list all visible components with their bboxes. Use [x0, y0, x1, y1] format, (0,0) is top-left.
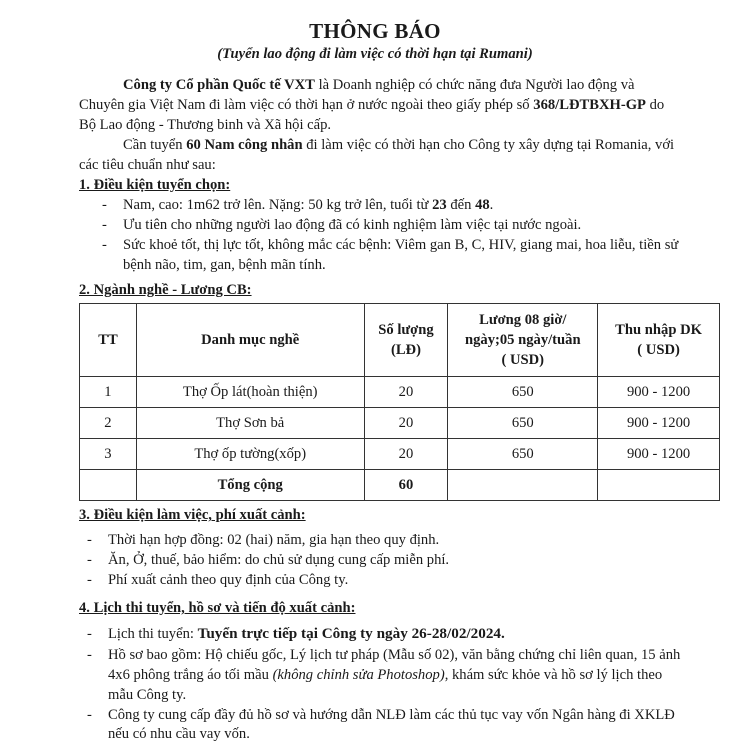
- bullet-dash: -: [87, 626, 92, 642]
- company-name: Công ty Cổ phần Quốc tế VXT: [123, 77, 315, 93]
- total-qty: 60: [364, 470, 448, 501]
- recruit-line-1: Cần tuyển 60 Nam công nhân đi làm việc có thời hạn cho Công ty xây dựng tại Romania, với: [123, 137, 675, 153]
- condition-item-1: Nam, cao: 1m62 trở lên. Nặng: 50 kg trở lên, tuổi từ 23 đến 48.: [123, 197, 494, 213]
- bullet-dash: -: [102, 197, 107, 213]
- dossier-line-2: 4x6 phông trắng áo tối mầu (không chỉnh sửa Photoshop), khám sức khỏe và hồ sơ lý lịch theo: [108, 667, 663, 683]
- document-subtitle: (Tuyển lao động đi làm việc có thời hạn tại Rumani): [217, 46, 533, 62]
- schedule-item-1: Lịch thi tuyển: Tuyển trực tiếp tại Công ty ngày 26-28/02/2024.: [108, 625, 505, 642]
- cell-job: Thợ Sơn bả: [136, 408, 364, 439]
- condition-item-2: Ưu tiên cho những người lao động đã có kinh nghiệm làm việc tại nước ngoài.: [123, 217, 582, 233]
- section-1-heading: 1. Điều kiện tuyển chọn:: [79, 177, 231, 193]
- work-condition-3: Phí xuất cảnh theo quy định của Công ty.: [108, 572, 349, 588]
- cell-tt: 3: [80, 439, 137, 470]
- cell-qty: 20: [364, 439, 448, 470]
- cell-empty: [598, 470, 720, 501]
- cell-income: 900 - 1200: [598, 377, 720, 408]
- table-row: [80, 377, 720, 408]
- table-row: [80, 439, 720, 470]
- total-label: Tổng cộng: [136, 470, 364, 501]
- bullet-dash: -: [87, 532, 92, 548]
- document-title: THÔNG BÁO: [309, 19, 441, 43]
- bullet-dash: -: [87, 572, 92, 588]
- loan-support-line-2: nếu có nhu cầu vay vốn.: [108, 726, 250, 742]
- loan-support-line-1: Công ty cung cấp đầy đủ hồ sơ và hướng dẫn NLĐ làm các thủ tục vay vốn Ngân hàng đi XKLĐ: [108, 707, 675, 723]
- license-number: 368/LĐTBXH-GP: [533, 97, 646, 113]
- bullet-dash: -: [87, 647, 92, 663]
- header-job: Danh mục nghề: [136, 304, 364, 377]
- cell-salary: 650: [448, 377, 598, 408]
- cell-qty: 20: [364, 377, 448, 408]
- cell-qty: 20: [364, 408, 448, 439]
- section-4-heading: 4. Lịch thi tuyển, hồ sơ và tiến độ xuất cảnh:: [79, 600, 356, 616]
- cell-income: 900 - 1200: [598, 408, 720, 439]
- work-condition-2: Ăn, Ở, thuế, bảo hiểm: do chủ sử dụng cung cấp miễn phí.: [108, 552, 450, 568]
- cell-salary: 650: [448, 439, 598, 470]
- dossier-line-3: mẫu Công ty.: [108, 687, 187, 703]
- header-tt: TT: [80, 304, 137, 377]
- jobs-table: [79, 303, 720, 501]
- bullet-dash: -: [87, 552, 92, 568]
- section-2-heading: 2. Ngành nghề - Lương CB:: [79, 282, 252, 298]
- cell-empty: [448, 470, 598, 501]
- header-income: Thu nhập DK ( USD): [598, 304, 720, 377]
- table-header-row: [80, 304, 720, 377]
- cell-job: Thợ ốp tường(xốp): [136, 439, 364, 470]
- header-qty: Số lượng (LĐ): [364, 304, 448, 377]
- cell-tt: 1: [80, 377, 137, 408]
- condition-item-3-line-2: bệnh não, tim, gan, bệnh mãn tính.: [123, 257, 326, 273]
- dossier-line-1: Hồ sơ bao gồm: Hộ chiếu gốc, Lý lịch tư pháp (Mẫu số 02), văn bằng chứng chỉ liên quan, 15 ảnh: [108, 647, 681, 663]
- schedule-date: Tuyển trực tiếp tại Công ty ngày 26-28/02/2024.: [197, 625, 505, 642]
- table-total-row: [80, 470, 720, 501]
- intro-line-1: Công ty Cổ phần Quốc tế VXT là Doanh nghiệp có chức năng đưa Người lao động và: [123, 77, 635, 93]
- recruit-line-2: các tiêu chuẩn như sau:: [79, 157, 216, 173]
- header-salary: Lương 08 giờ/ ngày;05 ngày/tuần ( USD): [448, 304, 598, 377]
- bullet-dash: -: [102, 237, 107, 253]
- cell-tt: 2: [80, 408, 137, 439]
- work-condition-1: Thời hạn hợp đồng: 02 (hai) năm, gia hạn theo quy định.: [108, 532, 440, 548]
- table-row: [80, 408, 720, 439]
- intro-line-2: Chuyên gia Việt Nam đi làm việc có thời hạn ở nước ngoài theo giấy phép số 368/LĐTBXH-GP do: [79, 97, 665, 113]
- cell-salary: 650: [448, 408, 598, 439]
- bullet-dash: -: [102, 217, 107, 233]
- cell-income: 900 - 1200: [598, 439, 720, 470]
- bullet-dash: -: [87, 707, 92, 723]
- intro-line-3: Bộ Lao động - Thương binh và Xã hội cấp.: [79, 117, 332, 133]
- cell-empty: [80, 470, 137, 501]
- section-3-heading: 3. Điều kiện làm việc, phí xuất cảnh:: [79, 507, 306, 523]
- recruit-count: 60 Nam công nhân: [186, 137, 303, 153]
- condition-item-3-line-1: Sức khoẻ tốt, thị lực tốt, không mắc các bệnh: Viêm gan B, C, HIV, giang mai, hoa liễu, tiền sử: [123, 237, 679, 253]
- cell-job: Thợ Ốp lát(hoàn thiện): [136, 377, 364, 408]
